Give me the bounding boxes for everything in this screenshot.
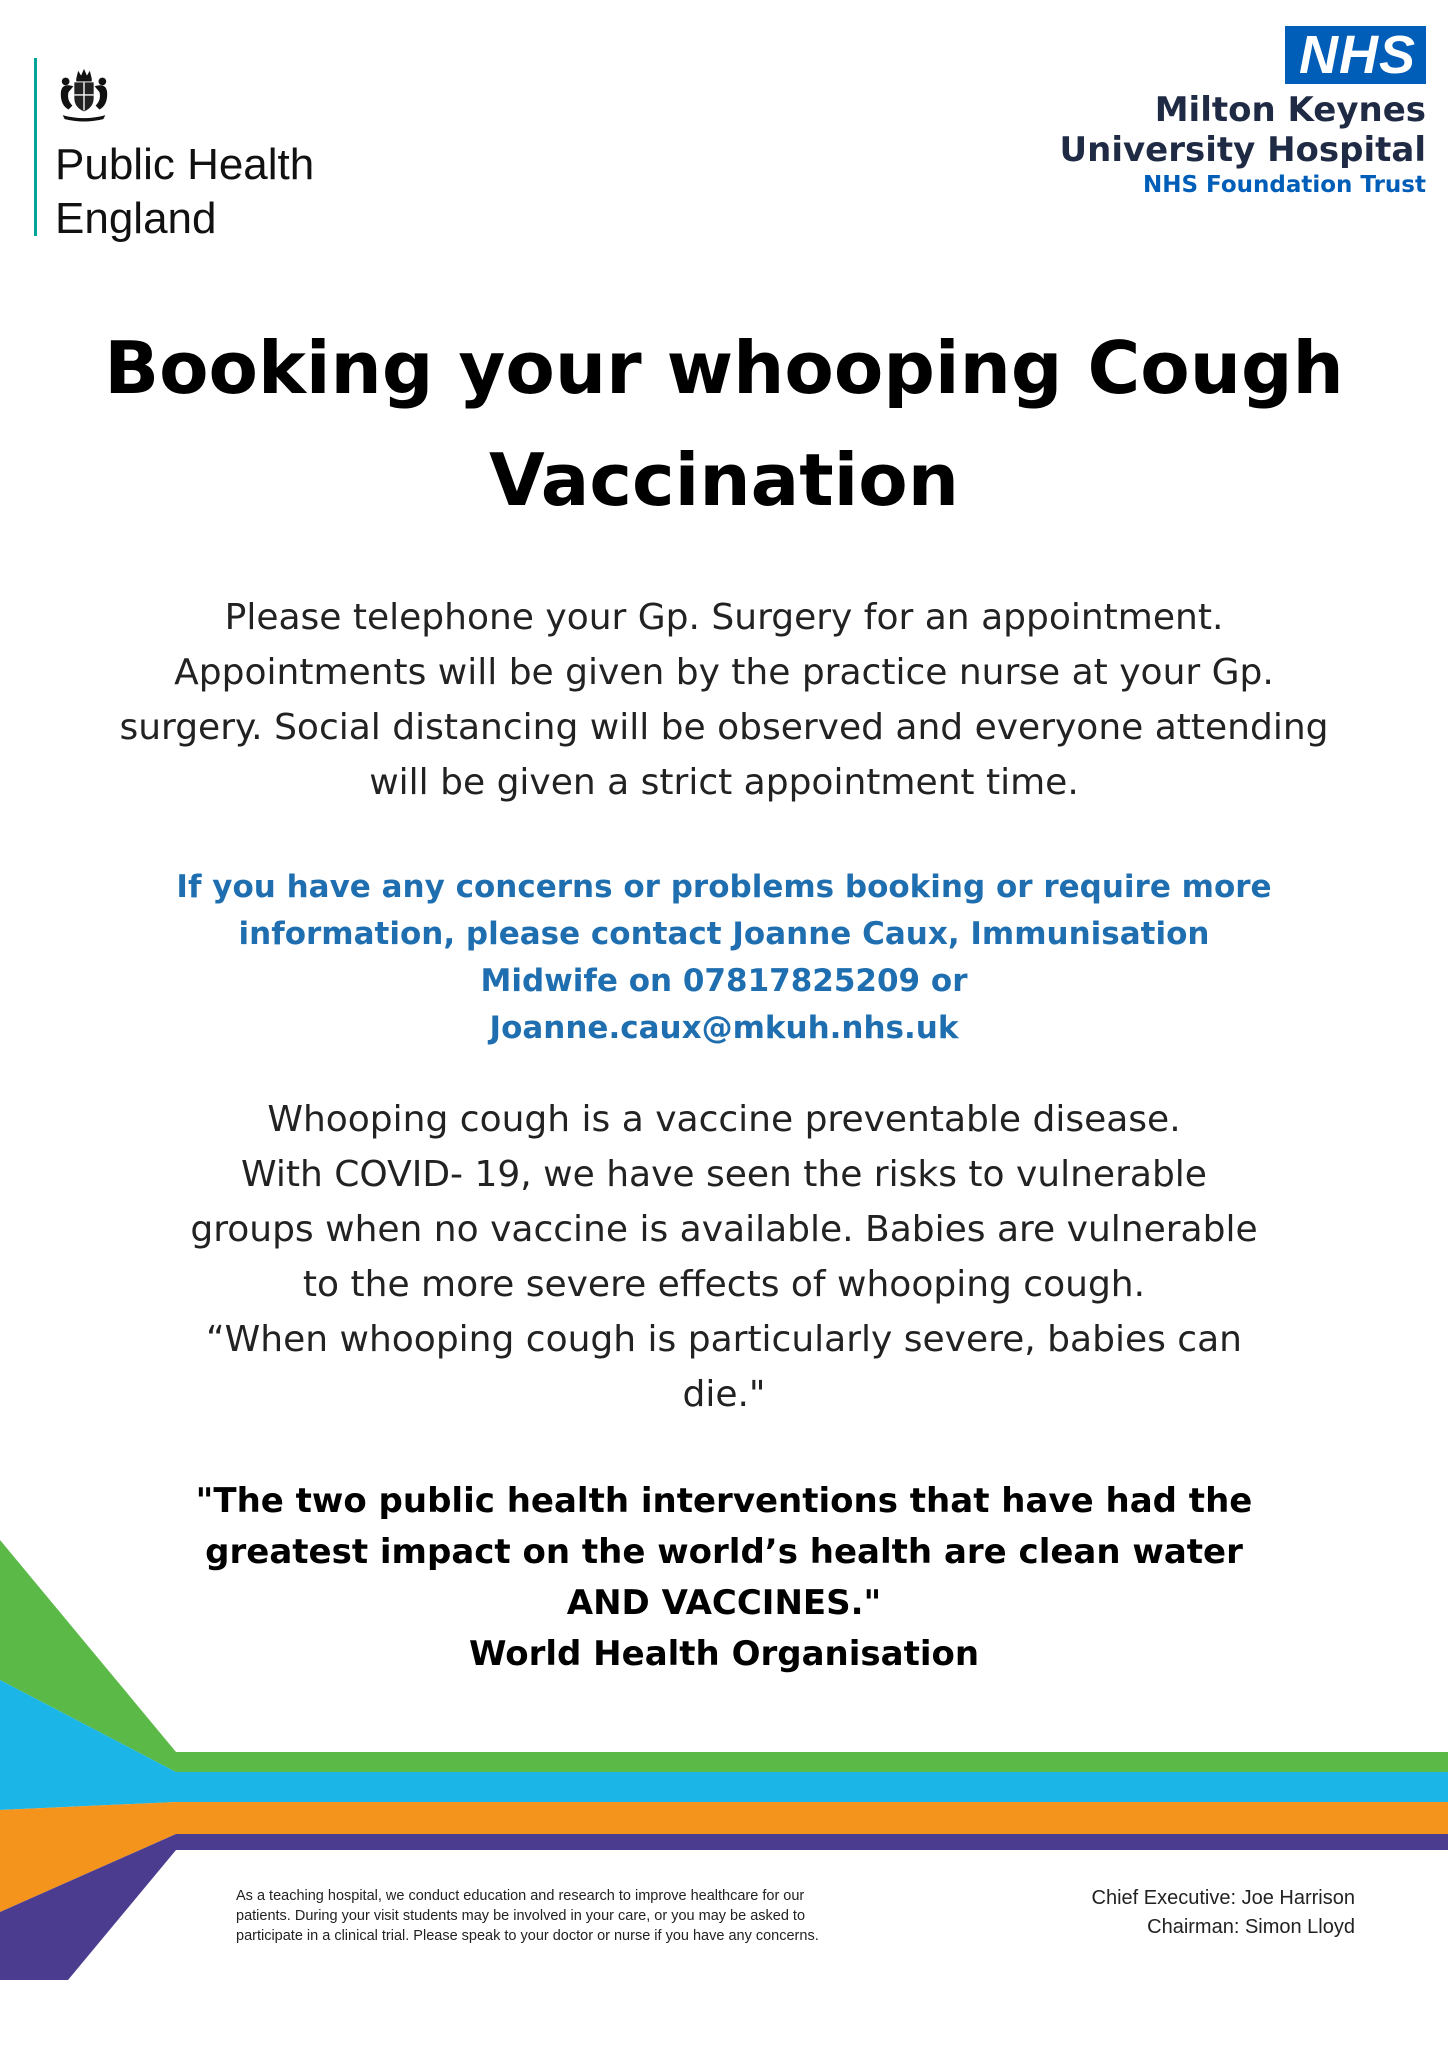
cyan-stripe bbox=[176, 1772, 1448, 1802]
phe-line2: England bbox=[55, 194, 217, 243]
disclaimer-line: As a teaching hospital, we conduct education and research to improve healthcare for our bbox=[236, 1888, 805, 1904]
booking-line: will be given a strict appointment time. bbox=[369, 762, 1079, 803]
contact-line: If you have any concerns or problems booking or require more bbox=[176, 869, 1272, 905]
disease-line: Whooping cough is a vaccine preventable disease. bbox=[267, 1099, 1181, 1140]
page-title bbox=[40, 312, 1408, 536]
quote-source: World Health Organisation bbox=[468, 1634, 980, 1674]
booking-line: Appointments will be given by the practice nurse at your Gp. bbox=[174, 652, 1274, 693]
disease-line: With COVID- 19, we have seen the risks to vulnerable bbox=[241, 1154, 1207, 1195]
green-stripe bbox=[176, 1752, 1448, 1772]
trust-name: NHS Foundation Trust bbox=[1142, 172, 1426, 198]
royal-crest-icon bbox=[55, 64, 113, 124]
nhs-badge: NHS bbox=[1285, 26, 1426, 84]
disease-line: die." bbox=[682, 1374, 766, 1415]
disease-info bbox=[60, 1092, 1388, 1422]
phe-line1: Public Health bbox=[55, 140, 315, 189]
contact-email-link[interactable]: Joanne.caux@mkuh.nhs.uk bbox=[489, 1010, 959, 1046]
quote-line: AND VACCINES." bbox=[566, 1583, 882, 1623]
quote-line: greatest impact on the world’s health are clean water bbox=[205, 1532, 1243, 1572]
title-line2: Vaccination bbox=[488, 438, 960, 522]
disclaimer-line: participate in a clinical trial. Please speak to your doctor or nurse if you have any concerns. bbox=[236, 1928, 819, 1944]
disease-line: “When whooping cough is particularly severe, babies can bbox=[206, 1319, 1242, 1360]
footer-officials bbox=[1092, 1884, 1355, 1942]
hospital-name bbox=[1060, 90, 1427, 170]
contact-line: information, please contact Joanne Caux, Immunisation bbox=[238, 916, 1210, 952]
hospital-name-line1: Milton Keynes bbox=[1154, 90, 1426, 130]
disclaimer-line: patients. During your visit students may be involved in your care, or you may be asked to bbox=[236, 1908, 806, 1924]
disease-line: groups when no vaccine is available. Babies are vulnerable bbox=[190, 1209, 1258, 1250]
chairman: Chairman: Simon Lloyd bbox=[1147, 1916, 1355, 1938]
chief-executive: Chief Executive: Joe Harrison bbox=[1091, 1887, 1355, 1909]
title-line1: Booking your whooping Cough bbox=[104, 326, 1344, 410]
purple-stripe bbox=[176, 1834, 1448, 1850]
booking-info bbox=[60, 590, 1388, 810]
booking-line: Please telephone your Gp. Surgery for an appointment. bbox=[224, 597, 1224, 638]
orange-stripe bbox=[176, 1802, 1448, 1834]
phe-logo bbox=[34, 58, 315, 243]
footer-disclaimer bbox=[236, 1886, 856, 1946]
hospital-name-line2: University Hospital bbox=[1059, 130, 1426, 170]
phe-wordmark bbox=[55, 138, 314, 246]
booking-line: surgery. Social distancing will be observed and everyone attending bbox=[119, 707, 1329, 748]
contact-info bbox=[60, 864, 1388, 1052]
quote-line: "The two public health interventions that have had the bbox=[195, 1481, 1253, 1521]
contact-phone-line[interactable]: Midwife on 07817825209 or bbox=[480, 963, 968, 999]
disease-line: to the more severe effects of whooping cough. bbox=[302, 1264, 1146, 1305]
nhs-logo bbox=[1060, 26, 1427, 200]
